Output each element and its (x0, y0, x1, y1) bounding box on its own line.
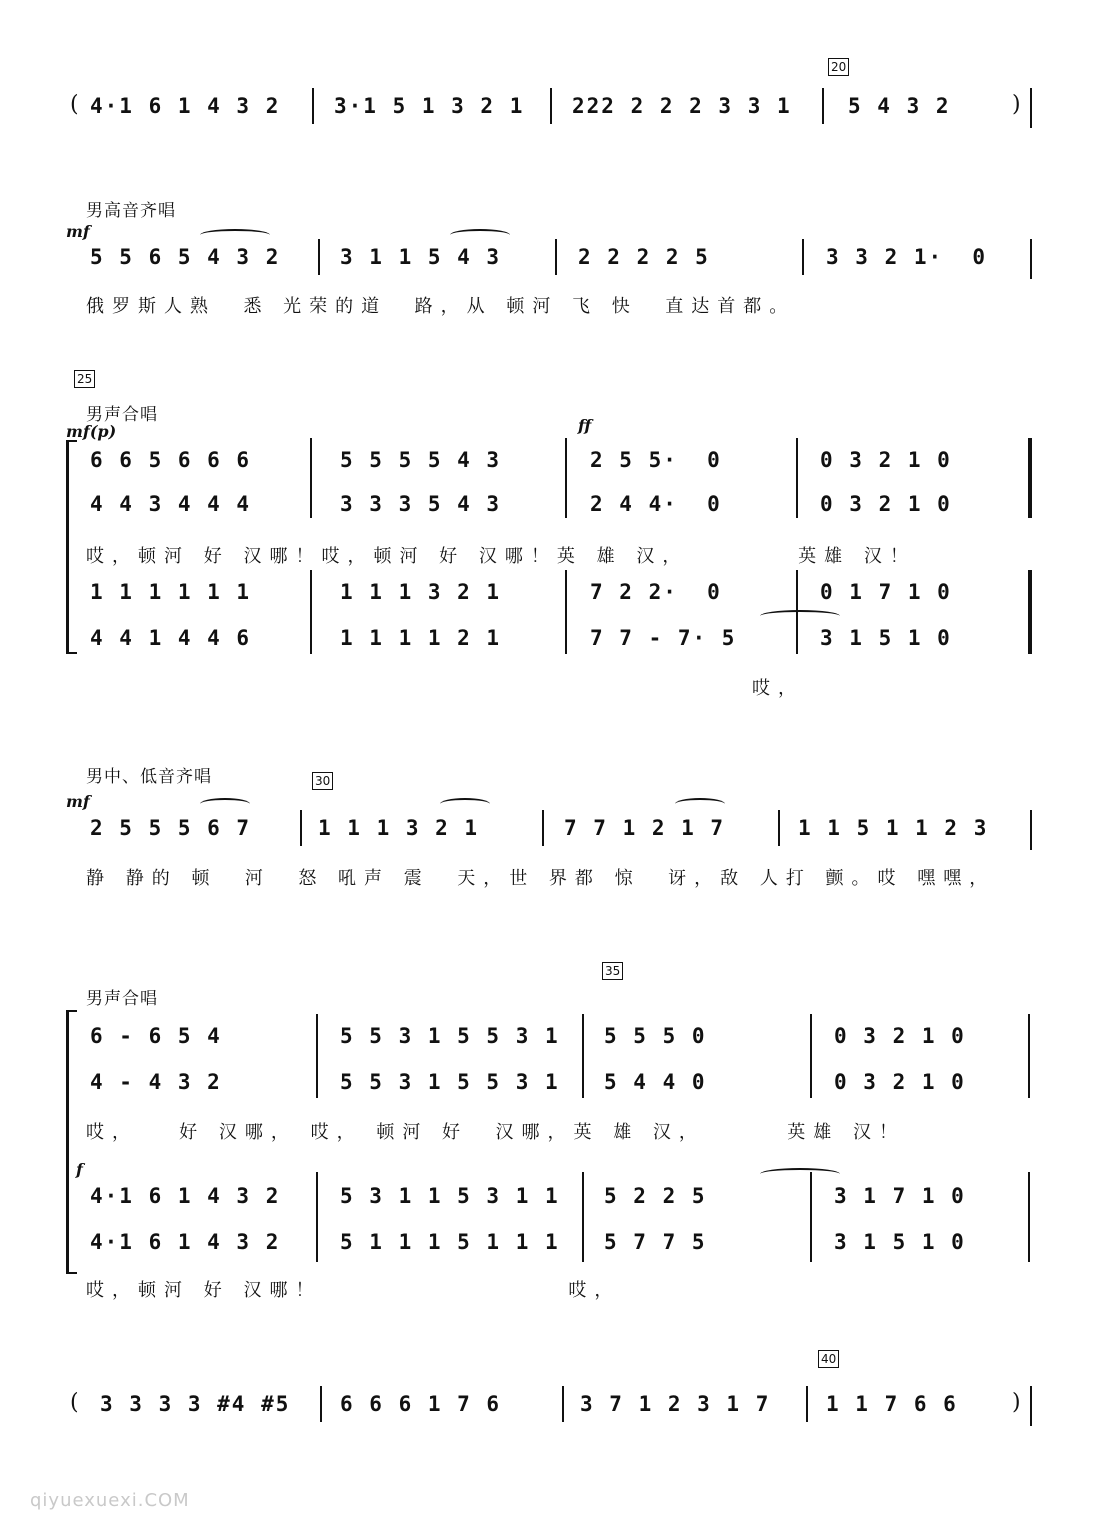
measure-3: 7 2 2· 0 (590, 580, 722, 604)
measure-2: 1 1 1 1 2 1 (340, 626, 502, 650)
barline (806, 1386, 808, 1422)
measure-2: 5 5 3 1 5 5 3 1 (340, 1024, 560, 1048)
barline (778, 810, 780, 846)
part-label: 男高音齐唱 (86, 201, 176, 221)
part-label: 男声合唱 (86, 989, 158, 1009)
repeat-barline (1028, 438, 1032, 518)
barline (810, 1172, 812, 1262)
end-barline (1030, 1386, 1032, 1426)
staff (90, 243, 1030, 271)
measure-4: 0 3 2 1 0 (820, 492, 952, 516)
measure-4: 3 1 5 1 0 (834, 1230, 966, 1254)
rehearsal-mark-30: 30 (312, 772, 333, 790)
barline (300, 810, 302, 846)
open-paren: ( (70, 1390, 79, 1415)
staff-row-2 (90, 1068, 1030, 1096)
slur (675, 798, 725, 810)
measure-1: 4 - 4 3 2 (90, 1070, 222, 1094)
measure-2: 6 6 6 1 7 6 (340, 1392, 502, 1416)
barline (310, 570, 312, 654)
staff-row-3 (90, 578, 1030, 606)
close-paren: ) (1012, 1390, 1021, 1415)
measure-1: 4·1 6 1 4 3 2 (90, 94, 281, 118)
staff-row-4 (90, 1228, 1030, 1256)
tie (760, 610, 840, 622)
dynamic-mark-ff: ff (578, 416, 592, 435)
measure-3: 7 7 1 2 1 7 (564, 816, 726, 840)
measure-4: 5 4 3 2 (848, 94, 951, 118)
lyrics-upper: 哎，顿河 好 汉哪！哎，顿河 好 汉哪！英 雄 汉， 英雄 汉！ (86, 546, 916, 567)
barline (316, 1172, 318, 1262)
measure-3: 5 7 7 5 (604, 1230, 707, 1254)
barline (320, 1386, 322, 1422)
end-barline (1030, 239, 1032, 279)
barline (316, 1014, 318, 1098)
staff (90, 814, 1030, 842)
measure-3: 2 5 5· 0 (590, 448, 722, 472)
measure-3: 5 2 2 5 (604, 1184, 707, 1208)
barline (796, 438, 798, 518)
rehearsal-mark-25: 25 (74, 370, 95, 388)
measure-2: 3 3 3 5 4 3 (340, 492, 502, 516)
slur (440, 798, 490, 810)
measure-1: 1 1 1 1 1 1 (90, 580, 252, 604)
lyrics-lower: 哎， (752, 678, 804, 699)
lyrics-lower: 哎，顿河 好 汉哪！ 哎， (86, 1280, 621, 1301)
watermark: qiyuexuexi.COM (30, 1490, 190, 1511)
measure-4: 1 1 7 6 6 (826, 1392, 958, 1416)
repeat-barline (1028, 570, 1032, 654)
measure-4: 1 1 5 1 1 2 3 (798, 816, 989, 840)
measure-1: 4·1 6 1 4 3 2 (90, 1230, 281, 1254)
staff-row-4 (90, 624, 1030, 652)
barline (550, 88, 552, 124)
lyrics-upper: 哎， 好 汉哪， 哎， 顿河 好 汉哪，英 雄 汉， 英雄 汉！ (86, 1122, 905, 1143)
barline (555, 239, 557, 275)
measure-4: 0 3 2 1 0 (820, 448, 952, 472)
staff (90, 1390, 1030, 1418)
measure-1: 3 3 3 3 #4 #5 (100, 1392, 291, 1416)
slur (200, 229, 270, 241)
measure-4: 3 3 2 1· 0 (826, 245, 988, 269)
tie (760, 1168, 840, 1180)
measure-2: 5 3 1 1 5 3 1 1 (340, 1184, 560, 1208)
barline (318, 239, 320, 275)
measure-4: 3 1 7 1 0 (834, 1184, 966, 1208)
measure-2: 3·1 5 1 3 2 1 (334, 94, 525, 118)
part-label: 男声合唱 (86, 405, 158, 425)
choir-bracket (66, 440, 77, 654)
staff-row-3 (90, 1182, 1030, 1210)
measure-3: 5 5 5 0 (604, 1024, 707, 1048)
measure-2: 3 1 1 5 4 3 (340, 245, 502, 269)
barline (565, 438, 567, 518)
end-barline (1028, 1172, 1030, 1262)
measure-3: 5 4 4 0 (604, 1070, 707, 1094)
measure-1: 2 5 5 5 6 7 (90, 816, 252, 840)
rehearsal-mark-20: 20 (828, 58, 849, 76)
barline (810, 1014, 812, 1098)
measure-1: 4 4 1 4 4 6 (90, 626, 252, 650)
measure-1: 6 - 6 5 4 (90, 1024, 222, 1048)
measure-1: 4·1 6 1 4 3 2 (90, 1184, 281, 1208)
measure-1: 4 4 3 4 4 4 (90, 492, 252, 516)
measure-4: 0 1 7 1 0 (820, 580, 952, 604)
measure-3: 2 2 2 2 5 (578, 245, 710, 269)
measure-1: 6 6 5 6 6 6 (90, 448, 252, 472)
measure-3: 2 4 4· 0 (590, 492, 722, 516)
part-label: 男中、低音齐唱 (86, 767, 212, 787)
dynamic-mark: mf(p) (66, 422, 117, 441)
measure-1: 5 5 6 5 4 3 2 (90, 245, 281, 269)
barline (312, 88, 314, 124)
barline (796, 570, 798, 654)
barline (565, 570, 567, 654)
barline (562, 1386, 564, 1422)
barline (822, 88, 824, 124)
barline (542, 810, 544, 846)
rehearsal-mark-40: 40 (818, 1350, 839, 1368)
barline (310, 438, 312, 518)
lyrics: 静 静的 顿 河 怒 吼声 震 天，世 界都 惊 讶，敌 人打 颤。哎 嘿嘿， (86, 868, 996, 889)
barline (582, 1172, 584, 1262)
measure-4: 0 3 2 1 0 (834, 1024, 966, 1048)
staff-row-1 (90, 446, 1030, 474)
measure-4: 3 1 5 1 0 (820, 626, 952, 650)
measure-3: 7 7 - 7· 5 (590, 626, 737, 650)
open-paren: ( (70, 92, 79, 117)
end-barline (1030, 88, 1032, 128)
end-barline (1030, 810, 1032, 850)
staff-row-2 (90, 490, 1030, 518)
measure-3: 222 2 2 2 3 3 1 (572, 94, 792, 118)
measure-2: 5 1 1 1 5 1 1 1 (340, 1230, 560, 1254)
dynamic-mark: mf (66, 222, 90, 241)
dynamic-mark: f (76, 1160, 83, 1179)
measure-3: 3 7 1 2 3 1 7 (580, 1392, 771, 1416)
measure-2: 1 1 1 3 2 1 (340, 580, 502, 604)
choir-bracket (66, 1010, 77, 1274)
barline (582, 1014, 584, 1098)
lyrics: 俄罗斯人熟 悉 光荣的道 路，从 顿河 飞 快 直达首都。 (86, 296, 796, 317)
staff-row-1 (90, 1022, 1030, 1050)
close-paren: ) (1012, 92, 1021, 117)
measure-2: 1 1 1 3 2 1 (318, 816, 480, 840)
rehearsal-mark-35: 35 (602, 962, 623, 980)
dynamic-mark: mf (66, 792, 90, 811)
measure-2: 5 5 5 5 4 3 (340, 448, 502, 472)
end-barline (1028, 1014, 1030, 1098)
measure-4: 0 3 2 1 0 (834, 1070, 966, 1094)
barline (802, 239, 804, 275)
slur (200, 798, 250, 810)
slur (450, 229, 510, 241)
staff (90, 92, 1030, 120)
measure-2: 5 5 3 1 5 5 3 1 (340, 1070, 560, 1094)
